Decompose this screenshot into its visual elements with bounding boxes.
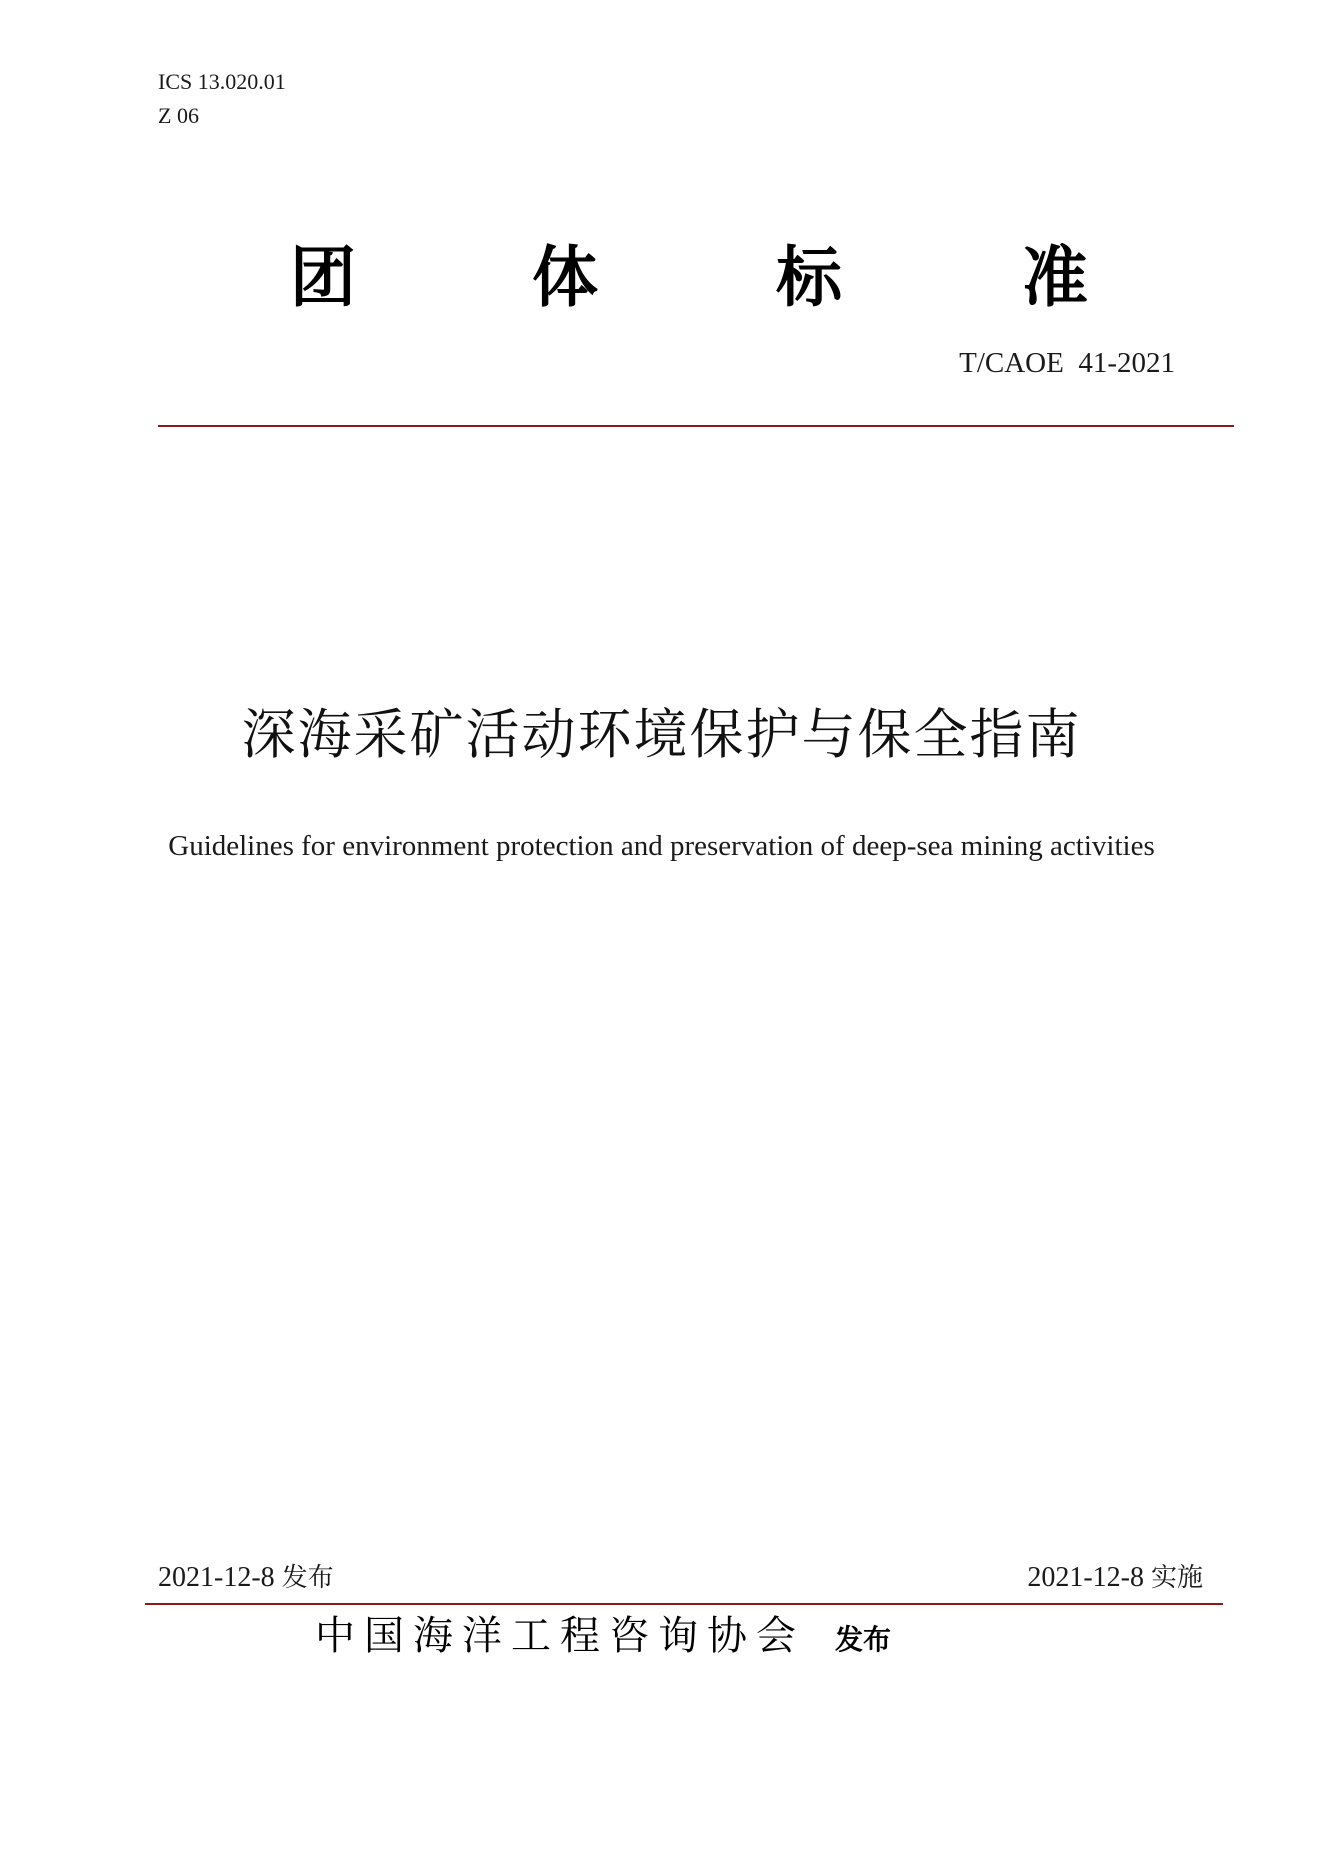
classification-code: Z 06 bbox=[158, 103, 199, 128]
document-type-char: 体 bbox=[532, 239, 598, 316]
implement-date: 2021-12-8 bbox=[1027, 1562, 1144, 1593]
document-type-char: 团 bbox=[290, 239, 356, 316]
header-divider bbox=[158, 425, 1234, 427]
document-type-char: 标 bbox=[776, 239, 842, 316]
document-type-title bbox=[0, 238, 1323, 318]
footer-divider bbox=[145, 1603, 1223, 1605]
publisher-line bbox=[315, 1606, 891, 1666]
publisher-name: 中国海洋工程咨询协会 bbox=[315, 1613, 805, 1659]
publish-date: 2021-12-8 bbox=[158, 1562, 275, 1593]
publish-date-line bbox=[158, 1561, 334, 1595]
chinese-title: 深海采矿活动环境保护与保全指南 bbox=[241, 703, 1082, 766]
english-title: Guidelines for environment protection and preservation of deep-sea mining activities bbox=[168, 830, 1155, 862]
ics-code: ICS 13.020.01 bbox=[158, 69, 286, 94]
implement-label: 实施 bbox=[1150, 1563, 1203, 1593]
implement-date-line bbox=[1027, 1561, 1203, 1595]
document-type-char: 准 bbox=[1022, 239, 1088, 316]
publisher-action: 发布 bbox=[835, 1623, 892, 1656]
publish-label: 发布 bbox=[281, 1563, 334, 1593]
standard-number: T/CAOE 41-2021 bbox=[959, 347, 1175, 379]
